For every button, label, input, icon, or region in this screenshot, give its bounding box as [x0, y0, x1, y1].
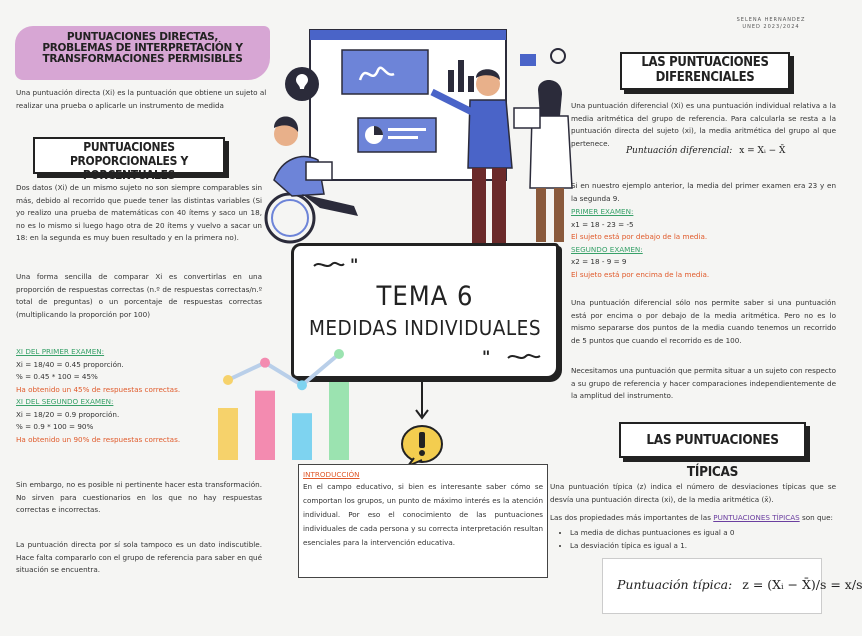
example2-line1: Xi = 18/20 = 0.9 proporción. [16, 409, 120, 419]
chart-bar [329, 382, 349, 460]
tema-subtitle: MEDIDAS INDIVIDUALES [308, 316, 542, 340]
section-title-proporcionales: PUNTUACIONES PROPORCIONALES Y PORCENTUALES [33, 137, 225, 174]
chart-point [223, 375, 233, 385]
bar-chart-illustration [208, 356, 358, 464]
presentation-illustration [262, 28, 582, 260]
example2-result: Ha obtenido un 90% de respuestas correctas. [16, 434, 181, 444]
paragraph-ejemplo-media: Si en nuestro ejemplo anterior, la media del primer examen era 23 y en la segunda 9. [571, 181, 836, 203]
paragraph-definicion-directa: Una puntuación directa (Xi) es la puntuación que obtiene un sujeto al realizar una prueba o aplicarle un instrumento de medida [16, 88, 267, 110]
paragraph-necesitamos: Necesitamos una puntuación que permita situar a un sujeto con respecto a su grupo de referencia y hacer comparaciones independientemente de la amplitud del instrumento. [571, 366, 836, 400]
right-example1-heading: PRIMER EXAMEN: [571, 207, 634, 216]
formula-diferencial [626, 146, 785, 156]
author-course: UNED 2023/2024 [742, 24, 800, 30]
paragraph-solo-permite: Una puntuación diferencial sólo nos permite saber si una puntuación está por encima o por debajo de la media aritmética. Pero no es lo mismo separarse dos puntos de la media cuando tenemos un recorrido de 5 puntos que cuando el recorrido es de 100. [571, 298, 836, 345]
intro-text: En el campo educativo, si bien es interesante saber cómo se comportan los grupos, un punto de máximo interés es la atención individual. Por eso el conocimiento de las puntuaciones individuales de cada persona y su correcta interpretación resultan esenciales para la intervención educativa. [303, 482, 543, 547]
paragraph-sin-embargo: Sin embargo, no es posible ni pertinente hacer esta transformación. No sirven para cuestionarios en los que no hay respuestas correctas e incorrectas. [16, 480, 262, 514]
paragraph-propiedades [550, 512, 836, 525]
chart-bar [292, 413, 312, 460]
propiedades-text-b: son que: [799, 513, 833, 522]
exclamation-bubble-icon [398, 424, 446, 468]
intro-heading: INTRODUCCIÓN [303, 470, 360, 479]
intro-box [298, 464, 548, 578]
example1-heading: XI DEL PRIMER EXAMEN: [16, 347, 105, 356]
arrow-down-icon [414, 376, 430, 422]
example-block-right [571, 206, 836, 281]
paragraph-proporcion: Una forma sencilla de comparar Xi es convertirlas en una proporción de respuestas correctas (n.º de respuestas correctas/n.º total de preguntas) o un porcentaje de respuestas correctas (multiplicando la proporción por 100) [16, 272, 262, 319]
paragraph-comparables: Dos datos (Xi) de un mismo sujeto no son siempre comparables sin más, debido al recorrido que puede tener las distintas variables (Si yo realizo una prueba de matemáticas con 40 ítems y saco un 18, no es lo mismo si luego hago otra de 20 ítems y vuelvo a sacar un 18: en la segunda es muy buen resultado y en la primera no). [16, 183, 262, 242]
paragraph-diferencial-def: Una puntuación diferencial (Xi) es una puntuación individual relativa a la media aritmética del grupo de referencia. Para calcularla se resta a la puntuación directa del sujeto (xi), la media aritmética del grupo al que pertenece. [571, 101, 836, 148]
paragraph-dato-indiscutible: La puntuación directa por sí sola tampoco es un dato indiscutible. Hace falta compararlo con el grupo de referencia para saber en qué situación se encuentra. [16, 540, 262, 574]
example1-result: Ha obtenido un 45% de respuestas correctas. [16, 384, 181, 394]
right-example1-line1: x1 = 18 - 23 = -5 [571, 219, 634, 229]
chart-bar [255, 391, 275, 460]
section-title-diferenciales: LAS PUNTUACIONES DIFERENCIALES [620, 52, 790, 90]
propiedades-list [554, 527, 814, 552]
svg-text:": " [482, 347, 491, 366]
right-example2-result: El sujeto está por encima de la media. [571, 269, 710, 279]
example1-line1: Xi = 18/40 = 0.45 proporción. [16, 359, 124, 369]
section-title-puntuaciones-directas: PUNTUACIONES DIRECTAS, PROBLEMAS DE INTERPRETACIÓN Y TRANSFORMACIONES PERMISIBLES [42, 31, 243, 65]
formula-tipica-expr: z = (Xᵢ − X̄)/s = x/s [742, 577, 862, 592]
propiedades-text-a: Las dos propiedades más importantes de las [550, 513, 714, 522]
formula-tipica-box [602, 558, 862, 614]
formula-tipica-label: Puntuación típica: [617, 577, 733, 592]
formula-tipica [617, 577, 862, 592]
right-example1-result: El sujeto está por debajo de la media. [571, 232, 708, 241]
chart-point [297, 380, 307, 390]
author-name: SELENA HERNANDEZ [736, 17, 806, 23]
author-block [706, 17, 836, 31]
paragraph-tipica-def: Una puntuación típica (z) indica el número de desviaciones típicas que se desvía una puntuación directa (xi), de la media aritmética (x̄). [550, 482, 836, 504]
formula-diferencial-label: Puntuación diferencial: [626, 146, 733, 156]
right-example2-line1: x2 = 18 - 9 = 9 [571, 257, 627, 266]
example2-heading: XI DEL SEGUNDO EXAMEN: [16, 397, 114, 406]
section-title-tipicas: LAS PUNTUACIONES TÍPICAS [619, 422, 806, 458]
list-item: • La desviación típica es igual a 1. [570, 540, 814, 553]
example1-line2: % = 0.45 * 100 = 45% [16, 372, 98, 381]
list-item: • La media de dichas puntuaciones es igual a 0 [570, 527, 814, 540]
tema-title: TEMA 6 [376, 281, 474, 312]
quote-mark-close-icon [482, 347, 544, 366]
chart-bar [218, 408, 238, 460]
chart-point [260, 358, 270, 368]
formula-diferencial-expr: x = Xᵢ − X̄ [739, 146, 786, 156]
chart-point [334, 349, 344, 359]
svg-text:": " [350, 255, 359, 274]
quote-mark-open-icon [312, 255, 372, 274]
chart-trend-line [228, 354, 339, 385]
puntuaciones-tipicas-link[interactable]: PUNTUACIONES TÍPICAS [713, 513, 800, 522]
right-example2-heading: SEGUNDO EXAMEN: [571, 244, 643, 254]
example2-line2: % = 0.9 * 100 = 90% [16, 422, 94, 431]
